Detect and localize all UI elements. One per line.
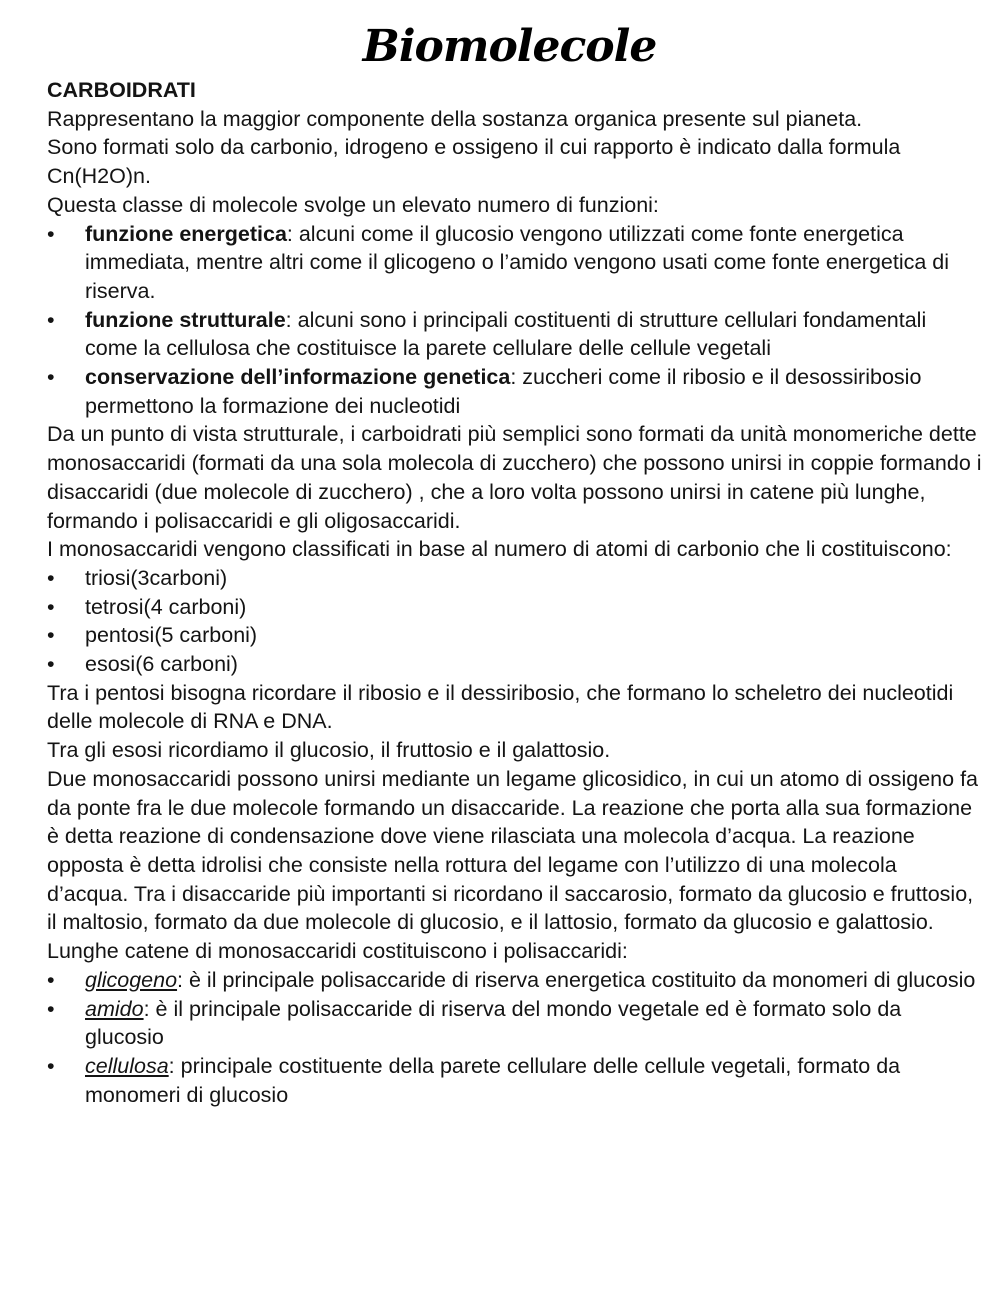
intro-paragraph: Questa classe di molecole svolge un elevato numero di funzioni: — [47, 192, 659, 217]
function-text: : alcuni come il glucosio vengono utilizzati come fonte energetica immediata, mentre altri come il glicogeno o l’amido vengono usati come fonte energetica di riserva. — [85, 221, 950, 303]
polysaccharide-text: : è il principale polisaccaride di riserva del mondo vegetale ed è formato solo da glucosio — [85, 996, 902, 1050]
monosaccharide-type: triosi(3carboni) — [85, 565, 228, 590]
polysaccharide-term: glicogeno — [85, 967, 178, 992]
details-paragraph: Tra gli esosi ricordiamo il glucosio, il fruttosio e il galattosio. — [47, 738, 611, 763]
list-item — [47, 966, 982, 995]
intro-paragraph: Rappresentano la maggior componente della sostanza organica presente sul pianeta. — [47, 106, 863, 131]
bullet-icon: • — [47, 623, 55, 648]
functions-list — [47, 220, 982, 421]
function-term: funzione energetica — [85, 221, 287, 246]
polysaccharide-text: : è il principale polisaccaride di riserva energetica costituito da monomeri di glucosio — [177, 967, 976, 992]
structure-paragraph: I monosaccaridi vengono classificati in base al numero di atomi di carbonio che li costituiscono: — [47, 537, 952, 562]
polysaccharide-list — [47, 966, 982, 1110]
bullet-icon: • — [47, 221, 55, 246]
details-paragraph: Lunghe catene di monosaccaridi costituiscono i polisaccaridi: — [47, 939, 628, 964]
list-item — [47, 564, 982, 593]
list-item — [47, 621, 982, 650]
structure-paragraph: Da un punto di vista strutturale, i carboidrati più semplici sono formati da unità monomeriche dette monosaccaridi (formati da una sola molecola di zucchero) che possono unirsi in coppie formando i disaccaridi (due molecole di zucchero) , che a loro volta possono unirsi in catene più lunghe, formando i polisaccaridi e gli oligosaccaridi. — [47, 422, 982, 533]
list-item — [47, 650, 982, 679]
list-item — [47, 1052, 982, 1109]
monosaccharide-list — [47, 564, 982, 679]
function-term: funzione strutturale — [85, 307, 286, 332]
list-item — [47, 220, 982, 306]
bullet-icon: • — [47, 996, 55, 1021]
details-paragraph: Tra i pentosi bisogna ricordare il ribosio e il dessiribosio, che formano lo scheletro dei nucleotidi delle molecole di RNA e DNA. — [47, 680, 954, 734]
list-item — [47, 306, 982, 363]
list-item — [47, 363, 982, 420]
polysaccharide-term: amido — [85, 996, 144, 1021]
polysaccharide-text: : principale costituente della parete cellulare delle cellule vegetali, formato da monomeri di glucosio — [85, 1053, 901, 1107]
bullet-icon: • — [47, 652, 55, 677]
intro-paragraph: Sono formati solo da carbonio, idrogeno e ossigeno il cui rapporto è indicato dalla formula Cn(H2O)n. — [47, 135, 901, 189]
monosaccharide-type: esosi(6 carboni) — [85, 652, 238, 677]
bullet-icon: • — [47, 594, 55, 619]
document-title: Biomolecole — [362, 21, 657, 72]
function-text: : alcuni sono i principali costituenti di strutture cellulari fondamentali come la cellulosa che costituisce la parete cellulare delle cellule vegetali — [85, 307, 927, 361]
monosaccharide-type: tetrosi(4 carboni) — [85, 594, 247, 619]
function-text: : zuccheri come il ribosio e il desossiribosio permettono la formazione dei nucleotidi — [85, 365, 922, 418]
list-item — [47, 995, 982, 1052]
bullet-icon: • — [47, 307, 55, 332]
details-paragraph: Due monosaccaridi possono unirsi mediante un legame glicosidico, in cui un atomo di ossigeno fa da ponte fra le due molecole formando un disaccaride. La reazione che porta alla sua formazione è detta reazione di condensazione dove viene rilasciata una molecola d’acqua. La reazione opposta è detta idrolisi che consiste nella rottura del legame con l’utilizzo di una molecola d’acqua. Tra i disaccaride più importanti si ricordano il saccarosio, formato da glucosio e fruttosio, il maltosio, formato da due molecole di glucosio, e il lattosio, formato da glucosio e galattosio. — [47, 766, 978, 935]
bullet-icon: • — [47, 565, 55, 590]
bullet-icon: • — [47, 1053, 55, 1078]
bullet-icon: • — [47, 967, 55, 992]
bullet-icon: • — [47, 365, 55, 390]
polysaccharide-term: cellulosa — [85, 1053, 169, 1078]
monosaccharide-type: pentosi(5 carboni) — [85, 623, 258, 648]
document-page — [47, 18, 982, 1109]
function-term: conservazione dell’informazione genetica — [85, 365, 511, 390]
section-heading: CARBOIDRATI — [47, 78, 196, 102]
list-item — [47, 593, 982, 622]
